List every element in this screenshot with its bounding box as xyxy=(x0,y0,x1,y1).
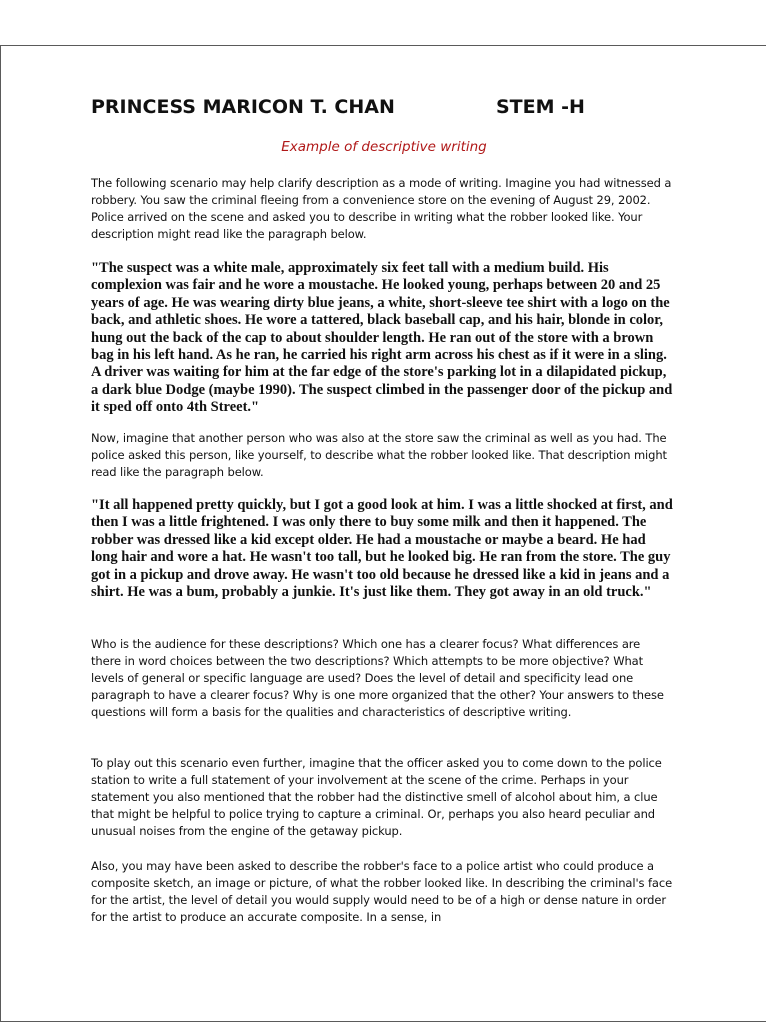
document-subtitle: Example of descriptive writing xyxy=(281,139,487,155)
intro-paragraph: The following scenario may help clarify description as a mode of writing. Imagine you had witnessed a robbery. You saw the criminal fleeing from a convenience store on the evening of August 29, 2002. Police arrived on the scene and asked you to describe in writing what the robber looked like. Your description might read like the paragraph below. xyxy=(91,176,672,241)
document-header xyxy=(91,96,585,118)
student-name: PRINCESS MARICON T. CHAN xyxy=(91,96,395,118)
first-description-paragraph: "The suspect was a white male, approximately six feet tall with a medium build. His complexion was fair and he wore a moustache. He looked young, perhaps between 20 and 25 years of age. He was wearing dirty blue jeans, a white, short-sleeve tee shirt with a logo on the back, and athletic shoes. He wore a tattered, black baseball cap, and his hair, blonde in color, hung out the back of the cap to about shoulder length. He ran out of the store with a brown bag in his left hand. As he ran, he carried his right arm across his chest as if it were in a sling. A driver was waiting for him at the far edge of the store's parking lot in a dilapidated pickup, a dark blue Dodge (maybe 1990). The suspect climbed in the passenger door of the pickup and it sped off onto 4th Street." xyxy=(91,260,673,416)
transition-paragraph: Now, imagine that another person who was also at the store saw the criminal as well as you had. The police asked this person, like yourself, to describe what the robber looked like. That description might read like the paragraph below. xyxy=(91,431,667,479)
sketch-paragraph: Also, you may have been asked to describe the robber's face to a police artist who could produce a composite sketch, an image or picture, of what the robber looked like. In describing the criminal's face for the artist, the level of detail you would supply would need to be of a high or dense nature in order for the artist to produce an accurate composite. In a sense, in xyxy=(91,859,673,924)
questions-paragraph: Who is the audience for these descriptions? Which one has a clearer focus? What differences are there in word choices between the two descriptions? Which attempts to be more objective? What levels of general or specific language are used? Does the level of detail and specificity lead one paragraph to have a clearer focus? Why is one more organized that the other? Your answers to these questions will form a basis for the qualities and characteristics of descriptive writing. xyxy=(91,637,664,719)
strand-label: STEM -H xyxy=(496,96,585,118)
scenario-paragraph: To play out this scenario even further, imagine that the officer asked you to come down to the police station to write a full statement of your involvement at the scene of the crime. Perhaps in your statement you also mentioned that the robber had the distinctive smell of alcohol about him, a clue that might be helpful to police trying to capture a criminal. Or, perhaps you also heard peculiar and unusual noises from the engine of the getaway pickup. xyxy=(91,756,662,838)
second-description-paragraph: "It all happened pretty quickly, but I got a good look at him. I was a little shocked at first, and then I was a little frightened. I was only there to buy some milk and then it happened. The robber was dressed like a kid except older. He had a moustache or maybe a beard. He had long hair and wore a hat. He wasn't too tall, but he looked big. He ran from the store. The guy got in a pickup and drove away. He wasn't too old because he dressed like a kid in jeans and a shirt. He was a bum, probably a junkie. It's just like them. They got away in an old truck." xyxy=(91,497,673,601)
document-page xyxy=(0,45,766,1022)
